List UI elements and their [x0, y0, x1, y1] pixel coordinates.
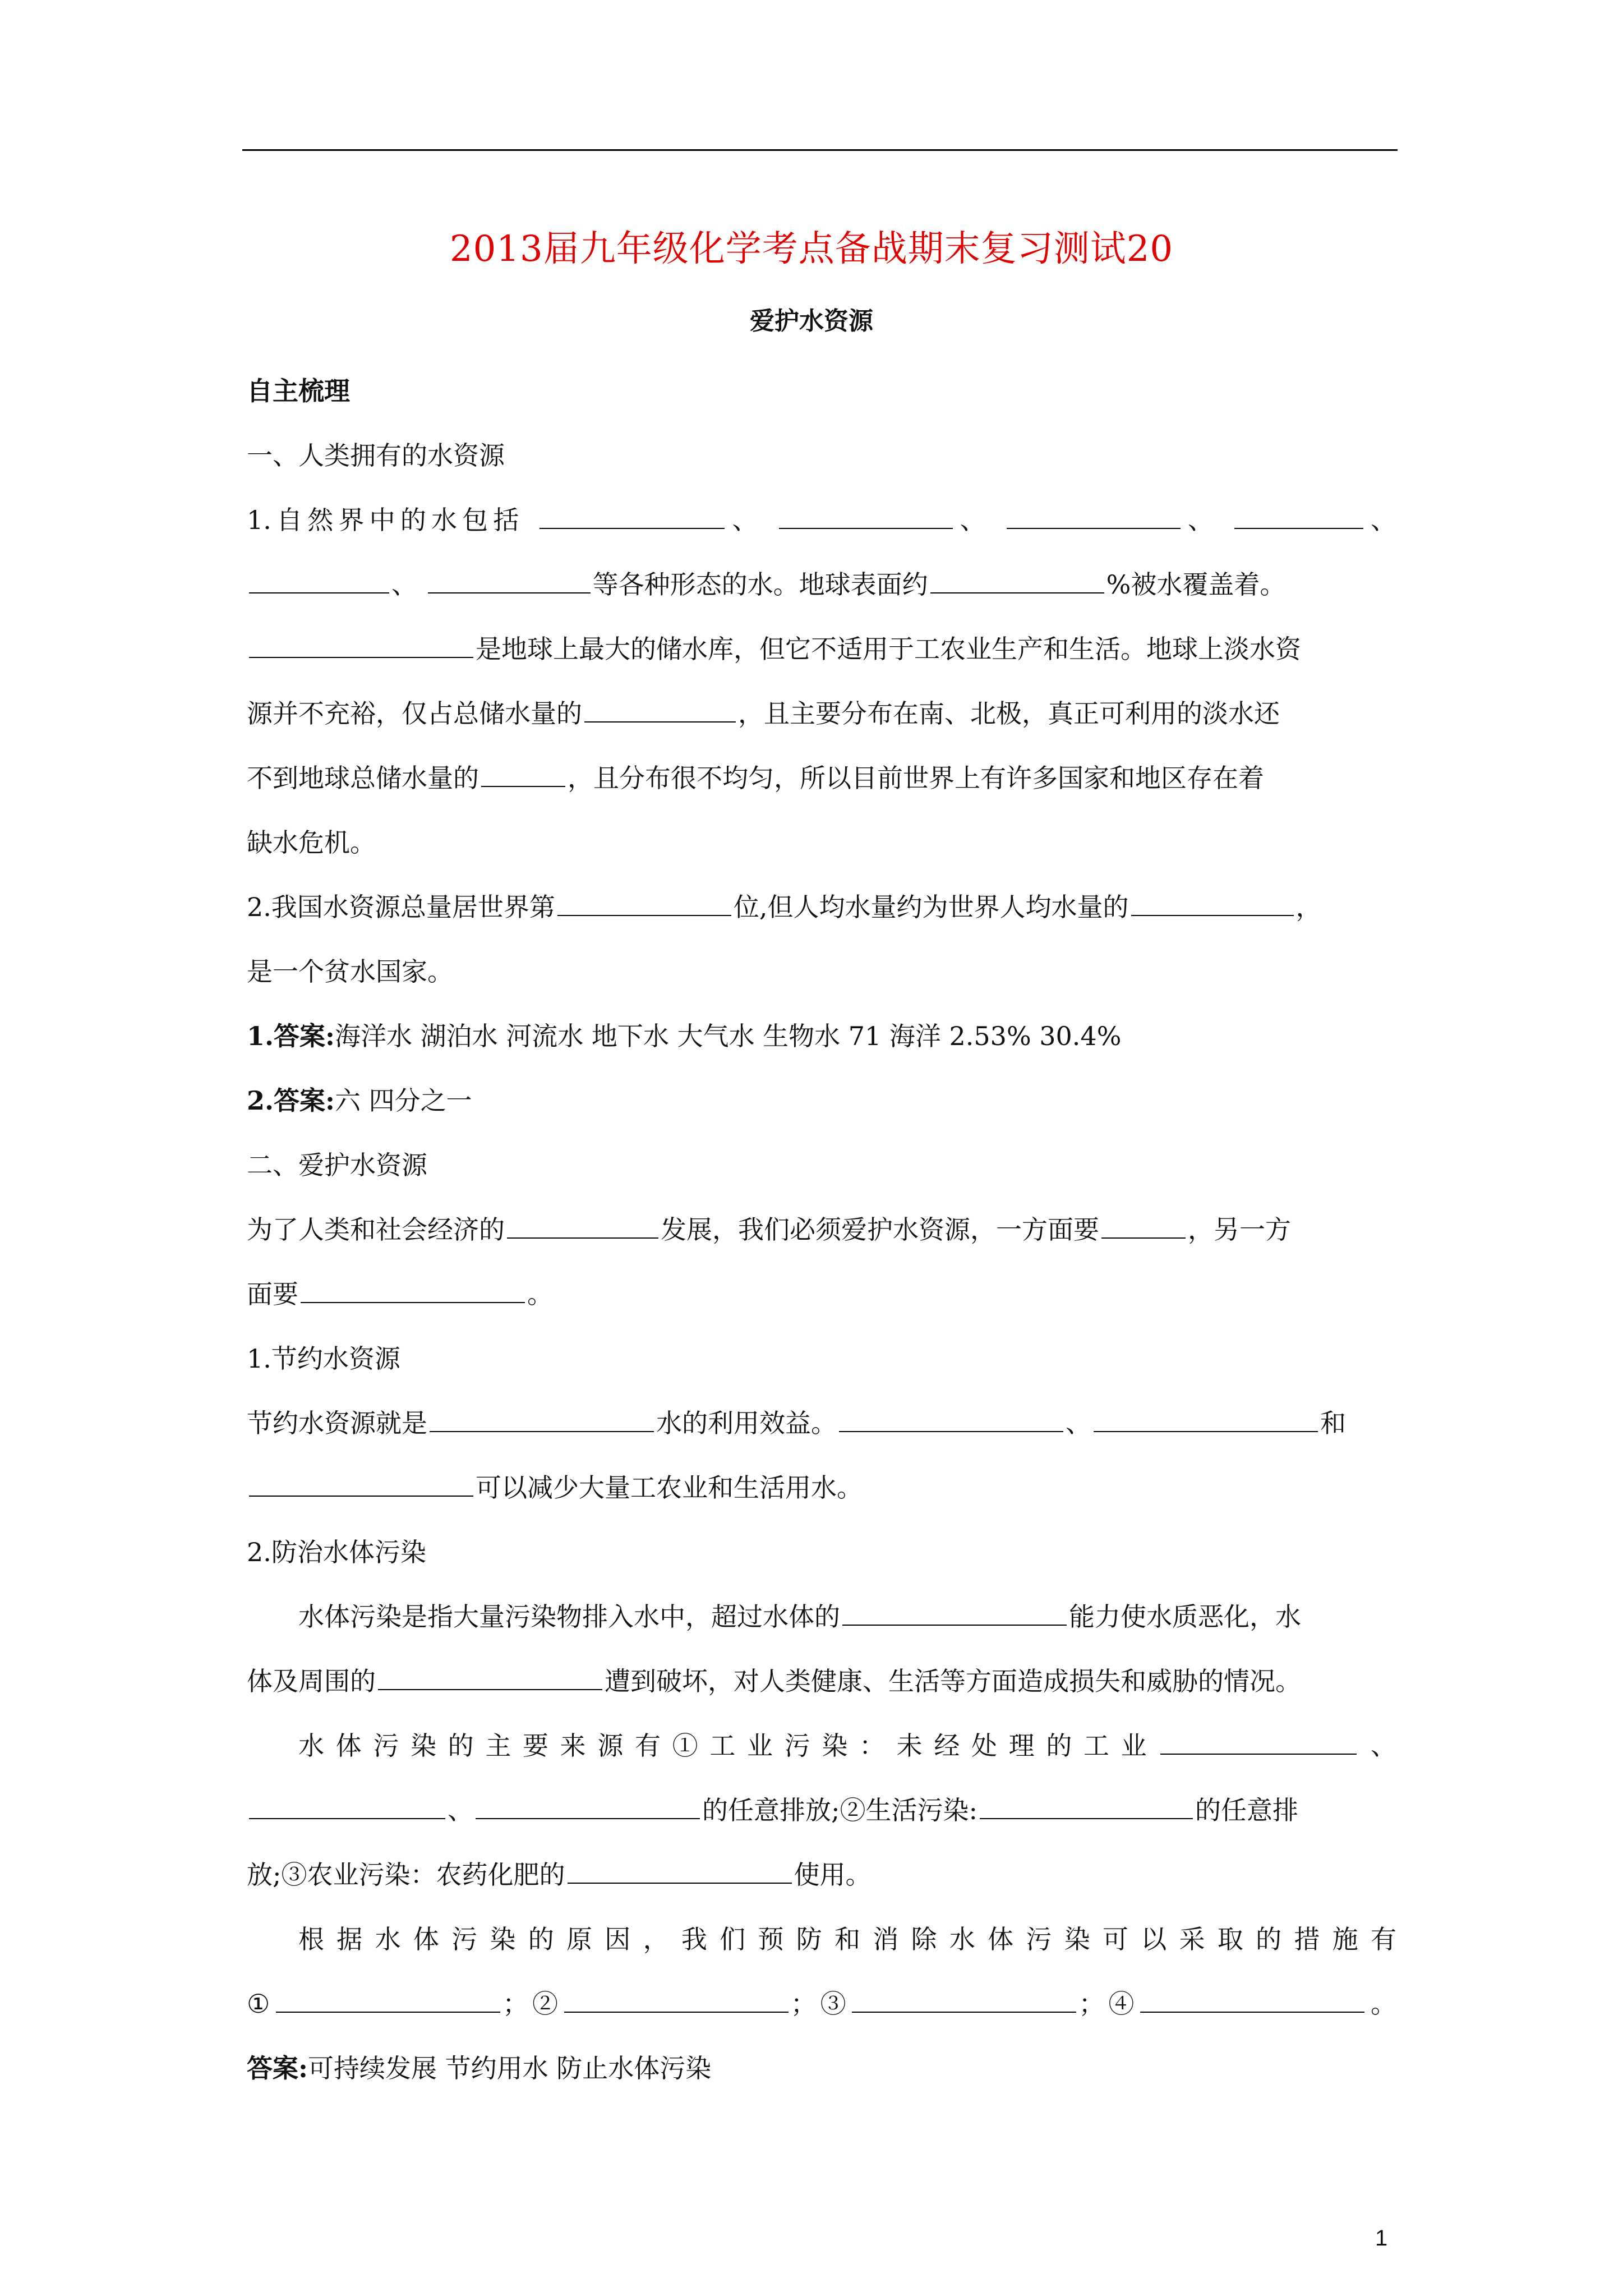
- answer-text: 六 四分之一: [335, 1085, 472, 1116]
- answer-blank: [481, 763, 565, 787]
- s2-text: 体及周围的: [247, 1666, 376, 1696]
- s2-text: 、: [448, 1795, 473, 1825]
- answer-blank: [1007, 505, 1181, 529]
- s1-line-2: [247, 1456, 1396, 1520]
- answer-label: 答案:: [247, 2053, 308, 2083]
- answer-blank: [249, 570, 389, 593]
- q1-text: ，且分布很不均匀，所以目前世界上有许多国家和地区存在着: [568, 763, 1264, 793]
- answer-blank: [428, 570, 591, 593]
- header-rule: [242, 149, 1398, 151]
- p1-text: 为了人类和社会经济的: [247, 1214, 505, 1245]
- q2-line-1: [247, 875, 1396, 940]
- answer-blank: [1101, 1215, 1186, 1239]
- p1-text: 。: [527, 1279, 553, 1309]
- s1-text: 节约水资源就是: [247, 1408, 427, 1438]
- answer-blank: [249, 1796, 445, 1819]
- q1-line-3: [247, 617, 1396, 682]
- subsection-1-title: 1.节约水资源: [247, 1343, 400, 1374]
- q2-text: 2.我国水资源总量居世界第: [247, 892, 555, 922]
- s1-text: 水的利用效益。: [656, 1408, 837, 1438]
- answer-text: 可持续发展 节约用水 防止水体污染: [307, 2053, 712, 2083]
- q1-text: 源并不充裕，仅占总储水量的: [247, 698, 582, 729]
- answer-blank: [568, 1860, 792, 1884]
- s1-text: 和: [1320, 1408, 1346, 1438]
- answer-2: [247, 1069, 1396, 1133]
- answer-blank: [249, 1473, 473, 1497]
- answer-blank: [1094, 1409, 1318, 1432]
- s1-text: 、: [1066, 1408, 1091, 1438]
- q2-text: ，: [1295, 892, 1322, 922]
- q1-line-5: [247, 746, 1396, 811]
- q1-text: %被水覆盖着。: [1106, 569, 1286, 600]
- q1-text: 是地球上最大的储水库，但它不适用于工农业生产和生活。地球上淡水资: [476, 634, 1301, 664]
- answer-blank: [842, 1602, 1067, 1626]
- p1-line-1: [247, 1198, 1396, 1262]
- page-number: 1: [1375, 2226, 1388, 2251]
- answer-blank: [540, 505, 725, 529]
- answer-blank: [276, 1989, 500, 2013]
- answer-blank: [839, 1409, 1063, 1432]
- s2-text: ；③: [790, 1989, 850, 2019]
- answer-blank: [564, 1989, 789, 2013]
- answer-blank: [779, 505, 953, 529]
- section-heading: 自主梳理: [247, 376, 350, 406]
- s2-text: 的任意排放;②生活污染:: [702, 1795, 978, 1825]
- s2-text: 的任意排: [1195, 1795, 1298, 1825]
- s2-text: 。: [1367, 1989, 1396, 2019]
- answer-1: [247, 1004, 1396, 1069]
- document-title: 2013届九年级化学考点备战期末复习测试20: [449, 228, 1174, 270]
- answer-label: 1.答案:: [247, 1021, 335, 1051]
- s2-text: 水体污染的主要来源有①工业污染：未经处理的工业: [298, 1731, 1159, 1761]
- answer-blank: [301, 1280, 525, 1303]
- s2-line-2: [247, 1649, 1396, 1714]
- answer-blank: [584, 699, 736, 723]
- answer-blank: [557, 892, 731, 916]
- subsection-2-title: 2.防治水体污染: [247, 1537, 426, 1567]
- answer-blank: [930, 570, 1104, 593]
- q1-line-1: 1.自然界中的水包括 、 、 、 、: [247, 505, 1397, 535]
- s2-text: 、: [1359, 1731, 1397, 1761]
- answer-blank: [430, 1409, 654, 1432]
- document-body: [247, 359, 1396, 2101]
- q1-text: 1.自然界中的水包括: [247, 505, 524, 535]
- q2-line-2: 是一个贫水国家。: [247, 956, 453, 987]
- p1-text: ，另一方: [1188, 1214, 1291, 1245]
- q2-text: 位,但人均水量约为世界人均水量的: [733, 892, 1129, 922]
- s2-text: 遭到破坏，对人类健康、生活等方面造成损失和威胁的情况。: [605, 1666, 1301, 1696]
- section-1-title: 一、人类拥有的水资源: [247, 440, 505, 471]
- answer-blank: [378, 1667, 602, 1690]
- q1-line-6: 缺水危机。: [247, 827, 376, 858]
- q1-line-4: [247, 682, 1396, 746]
- answer-blank: [249, 634, 473, 658]
- answer-blank: [507, 1215, 658, 1239]
- answer-text: 海洋水 湖泊水 河流水 地下水 大气水 生物水 71 海洋 2.53% 30.4%: [335, 1021, 1122, 1051]
- answer-3: [247, 2036, 1396, 2101]
- answer-blank: [852, 1989, 1076, 2013]
- s2-line-5: [247, 1843, 1396, 1907]
- q1-text: 等各种形态的水。地球表面约: [592, 569, 928, 600]
- answer-blank: [1131, 892, 1294, 916]
- p1-text: 面要: [247, 1279, 298, 1309]
- section-2-title: 二、爱护水资源: [247, 1150, 427, 1180]
- s1-line-1: [247, 1391, 1396, 1456]
- s2-text: 能力使水质恶化，水: [1069, 1602, 1301, 1632]
- s2-text: ；②: [502, 1989, 562, 2019]
- p1-text: 发展，我们必须爱护水资源，一方面要: [661, 1214, 1099, 1245]
- q1-text: ，且主要分布在南、北极，真正可利用的淡水还: [738, 698, 1280, 729]
- answer-blank: [1140, 1989, 1364, 2013]
- s1-text: 可以减少大量工农业和生活用水。: [476, 1473, 863, 1503]
- answer-blank: [980, 1796, 1193, 1819]
- document-subtitle: 爱护水资源: [750, 307, 873, 335]
- q1-line-2: 、 等各种形态的水。地球表面约 %被水覆盖着。: [247, 553, 1396, 617]
- s2-text: ①: [247, 1989, 274, 2019]
- answer-blank: [476, 1796, 700, 1819]
- p1-line-2: [247, 1262, 1396, 1327]
- s2-text: 水体污染是指大量污染物排入水中，超过水体的: [298, 1602, 840, 1632]
- answer-label: 2.答案:: [247, 1085, 335, 1116]
- answer-blank: [1234, 505, 1363, 529]
- s2-line-1: [247, 1585, 1396, 1649]
- s2-text: ；④: [1078, 1989, 1138, 2019]
- s2-line-3: [247, 1714, 1396, 1778]
- s2-line-7: [247, 1972, 1396, 2036]
- s2-line-6: 根据水体污染的原因，我们预防和消除水体污染可以采取的措施有: [298, 1924, 1396, 1954]
- s2-text: 放;③农业污染：农药化肥的: [247, 1860, 565, 1890]
- answer-blank: [1160, 1731, 1357, 1755]
- s2-line-4: [247, 1778, 1396, 1843]
- s2-text: 使用。: [794, 1860, 872, 1890]
- q1-text: 不到地球总储水量的: [247, 763, 479, 793]
